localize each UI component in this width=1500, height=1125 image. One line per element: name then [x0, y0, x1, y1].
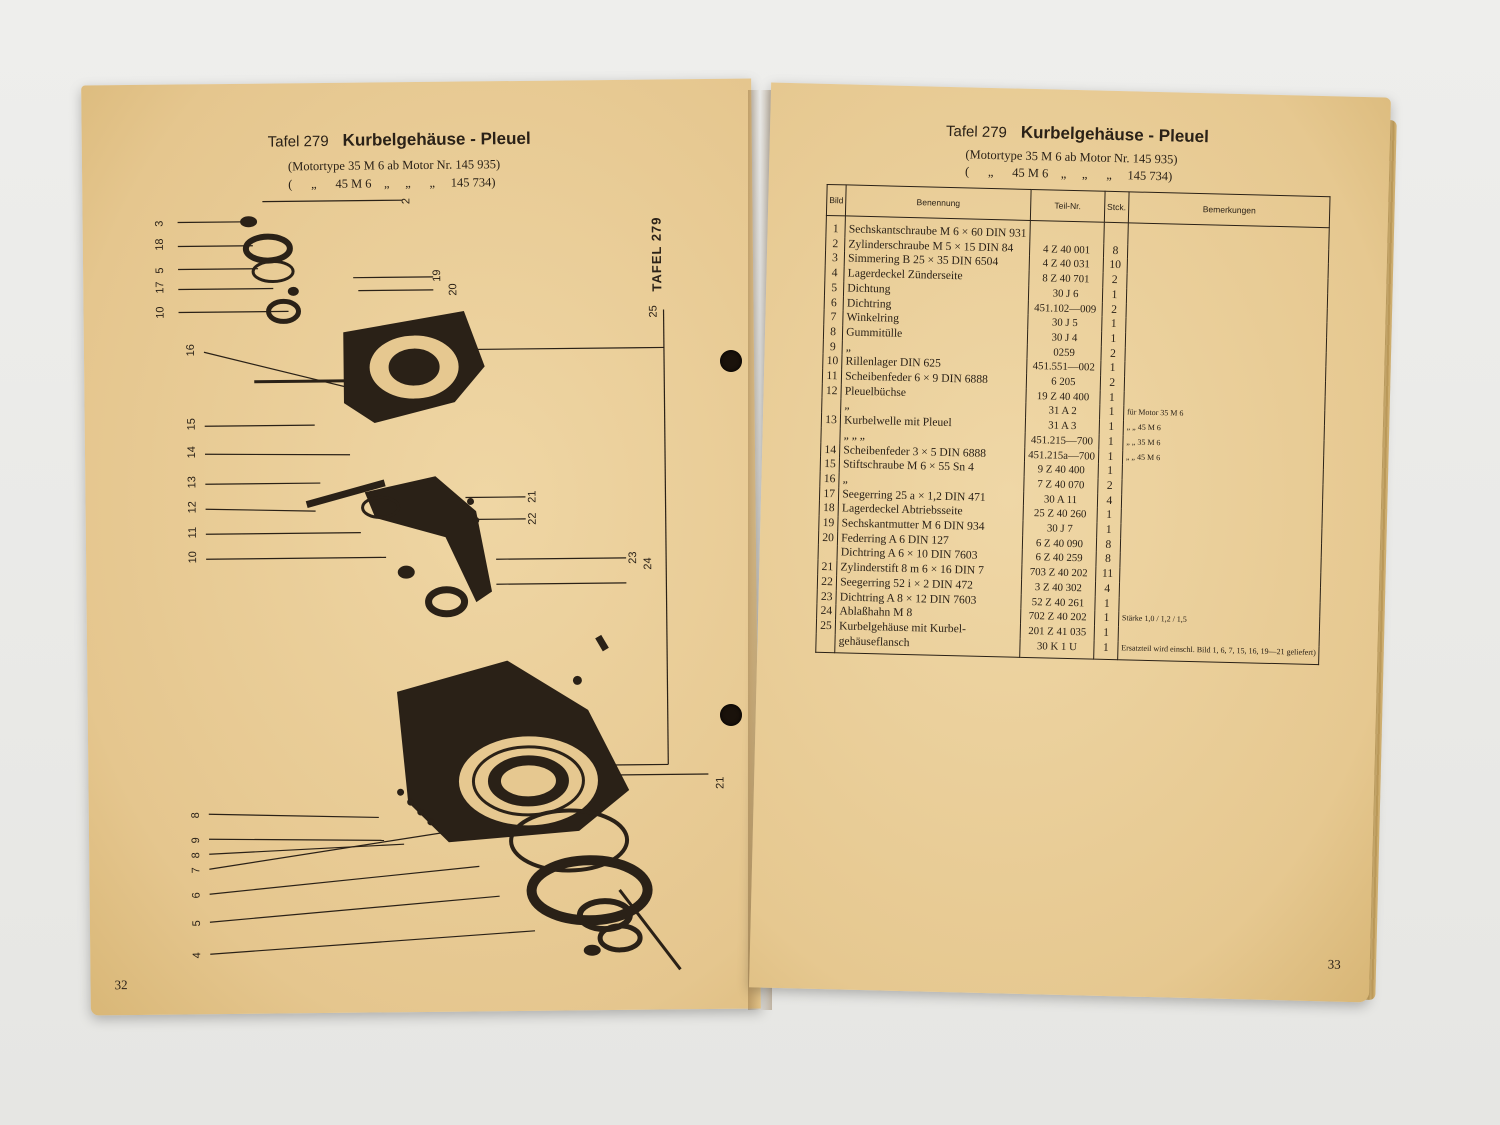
cell-bild: 11: [822, 369, 842, 384]
cell-stck: 1: [1100, 361, 1124, 376]
cell-bild: [821, 428, 841, 443]
cell-teil-nr: 8 Z 40 701: [1029, 271, 1103, 288]
cell-benennung: Kurbelwelle mit Pleuel: [840, 414, 1025, 433]
callout-22: 22: [526, 512, 539, 525]
cell-stck: 2: [1100, 376, 1124, 391]
cell-teil-nr: 6 Z 40 259: [1022, 550, 1096, 567]
cell-bild: 2: [826, 237, 846, 252]
cell-benennung: „: [841, 399, 1026, 418]
cell-stck: 11: [1095, 567, 1119, 582]
cell-bild: 20: [818, 531, 838, 546]
cell-teil-nr: 31 A 3: [1025, 418, 1099, 435]
binding-hole: [720, 704, 742, 726]
cell-benennung: Ablaßhahn M 8: [836, 605, 1021, 624]
callout-17: 17: [154, 281, 167, 294]
left-subline-1: (Motortype 35 M 6 ab Motor Nr. 145 935): [287, 157, 501, 174]
left-subline-2: ( „ 45 M 6 „ „ „ 145 734): [288, 175, 496, 192]
cell-bild: 5: [824, 281, 844, 296]
cell-teil-nr: [1030, 220, 1104, 243]
callout-24: 24: [642, 557, 655, 570]
cell-bild: 10: [823, 354, 843, 369]
cell-bild: [818, 545, 838, 560]
cell-bild: 17: [819, 487, 839, 502]
cell-stck: 8: [1096, 552, 1120, 567]
callout-4: 4: [191, 952, 204, 959]
cell-stck: 4: [1095, 582, 1119, 597]
cell-bemerkungen: „ „ 35 M 6: [1123, 435, 1325, 455]
cell-teil-nr: 451.102—009: [1028, 300, 1102, 317]
left-tafel-label: Tafel 279: [267, 132, 329, 151]
cell-teil-nr: 451.215—700: [1025, 433, 1099, 450]
cell-bild: 18: [819, 501, 839, 516]
cell-benennung: Dichtring A 6 × 10 DIN 7603: [837, 546, 1022, 565]
parts-table: [815, 184, 1331, 666]
callout-21: 21: [526, 490, 539, 503]
right-title: [946, 121, 1209, 147]
cell-benennung: Stiftschraube M 6 × 55 Sn 4: [839, 458, 1024, 477]
cell-teil-nr: 30 J 4: [1027, 330, 1101, 347]
cell-benennung: Dichtring: [843, 296, 1028, 315]
cell-stck: 2: [1102, 302, 1126, 317]
cell-bild: 6: [824, 295, 844, 310]
cell-bild: 1: [826, 215, 846, 237]
cell-benennung: „: [842, 340, 1027, 359]
callout-6: 6: [190, 892, 203, 899]
cell-benennung: Scheibenfeder 6 × 9 DIN 6888: [841, 369, 1026, 388]
cell-bild: 25: [816, 619, 836, 634]
col-header-stck: Stck.: [1104, 191, 1129, 223]
cell-teil-nr: 52 Z 40 261: [1021, 594, 1095, 611]
cell-teil-nr: 25 Z 40 260: [1023, 506, 1097, 523]
cell-stck: 1: [1101, 332, 1125, 347]
cell-benennung: „ „ „: [840, 428, 1025, 447]
cell-bild: 22: [817, 575, 837, 590]
cell-teil-nr: 19 Z 40 400: [1026, 389, 1100, 406]
cell-teil-nr: 30 J 7: [1023, 521, 1097, 538]
cell-bemerkungen: Stärke 1,0 / 1,2 / 1,5: [1118, 611, 1320, 631]
cell-benennung: Lagerdeckel Zünderseite: [844, 267, 1029, 286]
cell-bild: 4: [825, 266, 845, 281]
cell-benennung: Dichtung: [844, 281, 1029, 300]
cell-stck: [1104, 222, 1128, 244]
cell-bemerkungen: „ „ 45 M 6: [1122, 450, 1324, 470]
cell-bild: 15: [820, 457, 840, 472]
cell-teil-nr: 3 Z 40 302: [1021, 580, 1095, 597]
binding-hole: [720, 350, 742, 372]
cell-teil-nr: 451.215a—700: [1024, 447, 1098, 464]
cell-bild: 14: [821, 442, 841, 457]
callout-8b: 8: [190, 852, 203, 859]
cell-bild: 12: [822, 384, 842, 399]
cell-teil-nr: 30 J 5: [1028, 315, 1102, 332]
right-heading: Kurbelgehäuse - Pleuel: [1020, 122, 1210, 147]
cell-stck: 8: [1103, 243, 1127, 258]
cell-stck: 2: [1103, 273, 1127, 288]
cell-benennung: Federring A 6 DIN 127: [838, 531, 1023, 550]
cell-stck: 1: [1102, 317, 1126, 332]
cell-teil-nr: 0259: [1027, 345, 1101, 362]
callout-19: 19: [431, 269, 444, 282]
cell-stck: 1: [1098, 449, 1122, 464]
cell-benennung: „: [839, 472, 1024, 491]
cell-benennung: Pleuelbüchse: [841, 384, 1026, 403]
cell-teil-nr: 703 Z 40 202: [1022, 565, 1096, 582]
right-page: [749, 83, 1391, 1003]
cell-bemerkungen: „ „ 45 M 6: [1123, 420, 1325, 440]
cell-stck: 1: [1097, 508, 1121, 523]
cell-stck: 1: [1094, 640, 1118, 660]
callout-14: 14: [185, 446, 199, 459]
callout-7: 7: [190, 867, 203, 874]
cell-bemerkungen: für Motor 35 M 6: [1123, 406, 1325, 426]
cell-teil-nr: 30 J 6: [1028, 286, 1102, 303]
cell-bild: 8: [823, 325, 843, 340]
cell-teil-nr: 702 Z 40 202: [1021, 609, 1095, 626]
cell-benennung: Seegerring 25 a × 1,2 DIN 471: [839, 487, 1024, 506]
callout-10b: 10: [187, 551, 200, 564]
cell-teil-nr: 7 Z 40 070: [1024, 477, 1098, 494]
callout-16: 16: [184, 344, 197, 357]
cell-stck: 1: [1098, 464, 1122, 479]
cell-benennung: Rillenlager DIN 625: [842, 355, 1027, 374]
cell-stck: 2: [1101, 346, 1125, 361]
left-page-number: 32: [114, 977, 128, 993]
cell-benennung: Gummitülle: [843, 325, 1028, 344]
cell-teil-nr: 9 Z 40 400: [1024, 462, 1098, 479]
cell-teil-nr: 31 A 2: [1026, 403, 1100, 420]
exploded-view-diagram: [142, 189, 727, 974]
cell-stck: 8: [1096, 537, 1120, 552]
cell-teil-nr: 6 Z 40 090: [1022, 536, 1096, 553]
col-header-bemerkungen: Bemerkungen: [1128, 192, 1330, 228]
cell-bild: [816, 634, 836, 654]
cell-benennung: Simmering B 25 × 35 DIN 6504: [844, 252, 1029, 271]
right-tafel-label: Tafel 279: [945, 122, 1008, 142]
cell-bild: [822, 398, 842, 413]
cell-bild: 3: [825, 251, 845, 266]
left-vertical-label: TAFEL 279: [648, 216, 665, 292]
cell-bild: 24: [817, 604, 837, 619]
right-page-number: 33: [1327, 956, 1341, 972]
callout-3: 3: [153, 220, 166, 227]
callout-10a: 10: [154, 306, 167, 319]
callout-11: 11: [186, 526, 199, 539]
cell-bild: 23: [817, 589, 837, 604]
cell-bild: 9: [823, 340, 843, 355]
callout-5b: 5: [190, 920, 203, 927]
cell-benennung: Winkelring: [843, 311, 1028, 330]
parts-table-body: [816, 215, 1330, 665]
cell-bild: 16: [820, 472, 840, 487]
callout-21b: 21: [714, 776, 727, 789]
left-heading: Kurbelgehäuse - Pleuel: [342, 128, 531, 150]
cell-benennung: Zylinderstift 8 m 6 × 16 DIN 7: [837, 560, 1022, 579]
right-subline-1: (Motortype 35 M 6 ab Motor Nr. 145 935): [965, 147, 1178, 167]
callout-20: 20: [447, 283, 460, 296]
cell-benennung: Zylinderschraube M 5 × 15 DIN 84: [845, 237, 1030, 256]
cell-benennung: Kurbelgehäuse mit Kurbel-: [835, 619, 1020, 638]
col-header-teil-nr: Teil-Nr.: [1030, 189, 1105, 222]
cell-stck: 1: [1095, 596, 1119, 611]
cell-stck: 10: [1103, 258, 1127, 273]
cell-bild: 13: [821, 413, 841, 428]
callout-23: 23: [627, 551, 640, 564]
cell-stck: 1: [1100, 390, 1124, 405]
callout-2top: 2: [400, 197, 413, 205]
callout-9: 9: [190, 837, 203, 844]
callout-5: 5: [154, 267, 167, 274]
cell-benennung: Seegerring 52 i × 2 DIN 472: [836, 575, 1021, 594]
callout-25: 25: [647, 305, 660, 318]
cell-stck: 1: [1097, 523, 1121, 538]
cell-teil-nr: 30 A 11: [1023, 492, 1097, 509]
cell-benennung: Lagerdeckel Abtriebsseite: [838, 502, 1023, 521]
cell-bild: 21: [818, 560, 838, 575]
cell-bild: 19: [819, 516, 839, 531]
cell-stck: 1: [1099, 435, 1123, 450]
cell-benennung: Dichtring A 8 × 12 DIN 7603: [836, 590, 1021, 609]
left-page: [81, 79, 761, 1016]
callout-18: 18: [153, 238, 166, 251]
cell-teil-nr: 201 Z 41 035: [1020, 624, 1094, 641]
cell-stck: 2: [1098, 479, 1122, 494]
cell-teil-nr: 4 Z 40 001: [1030, 242, 1104, 259]
cell-stck: 1: [1102, 288, 1126, 303]
cell-teil-nr: 30 K 1 U: [1020, 638, 1094, 659]
cell-stck: 1: [1099, 405, 1123, 420]
left-title: [268, 129, 531, 152]
cell-bemerkungen: Ersatzteil wird einschl. Bild 1, 6, 7, 15, 16, 19—21 geliefert): [1117, 641, 1319, 665]
cell-teil-nr: 4 Z 40 031: [1029, 256, 1103, 273]
cell-stck: 4: [1097, 493, 1121, 508]
cell-benennung: Sechskantschraube M 6 × 60 DIN 931: [845, 216, 1030, 242]
cell-benennung: Sechskantmutter M 6 DIN 934: [838, 516, 1023, 535]
cell-teil-nr: 451.551—002: [1027, 359, 1101, 376]
right-subline-2: ( „ 45 M 6 „ „ „ 145 734): [964, 164, 1173, 184]
cell-teil-nr: 6 205: [1026, 374, 1100, 391]
callout-8a: 8: [189, 812, 202, 819]
callout-13: 13: [186, 476, 199, 489]
cell-benennung: gehäuseflansch: [835, 634, 1020, 658]
callout-12: 12: [186, 501, 199, 514]
cell-stck: 1: [1099, 420, 1123, 435]
cell-bild: 7: [824, 310, 844, 325]
cell-stck: 1: [1094, 611, 1118, 626]
cell-stck: 1: [1094, 626, 1118, 641]
col-header-benennung: Benennung: [846, 185, 1032, 221]
cell-benennung: Scheibenfeder 3 × 5 DIN 6888: [840, 443, 1025, 462]
col-header-bild: Bild: [826, 184, 846, 215]
callout-15: 15: [185, 418, 198, 431]
